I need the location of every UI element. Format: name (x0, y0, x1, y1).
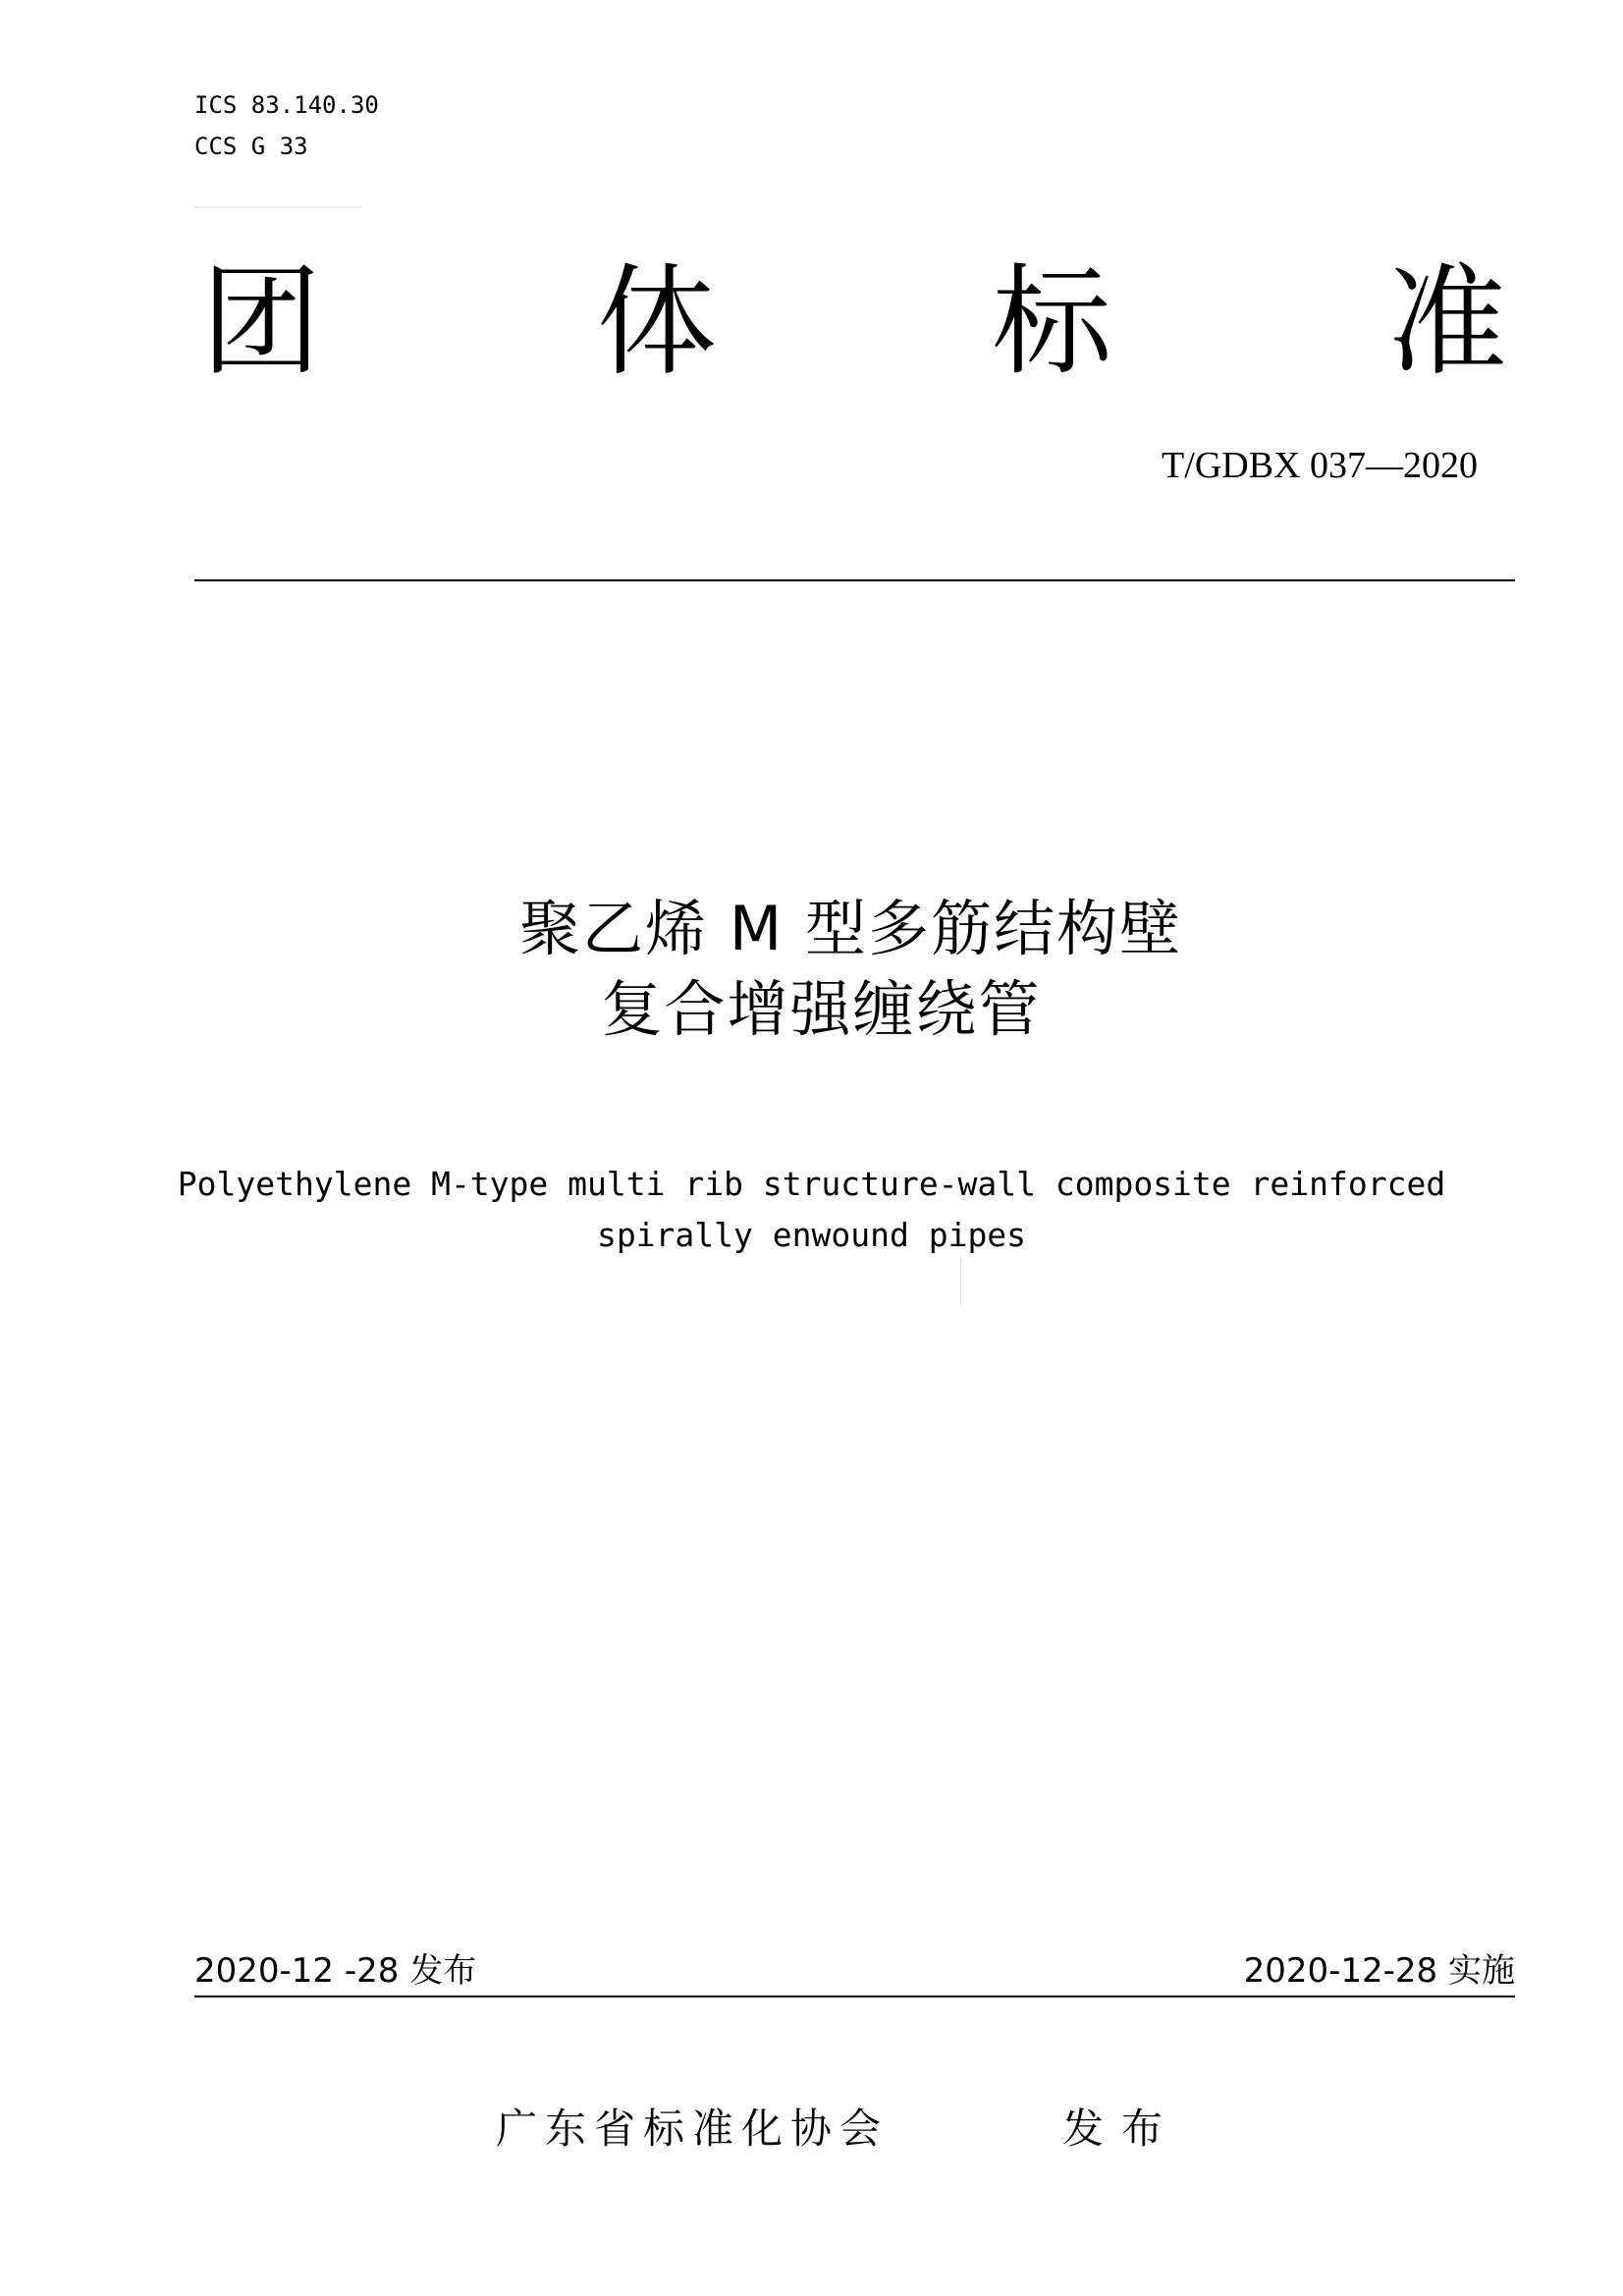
implementation-date: 2020-12-28 实施 (1243, 1951, 1515, 1991)
footer-divider (194, 1995, 1515, 1997)
standard-number: T/GDBX 037—2020 (1162, 445, 1478, 486)
english-title (0, 1159, 1623, 1261)
publisher-name: 广东省标准化协会 (496, 2105, 890, 2153)
chinese-title-line-1: 聚乙烯 M 型多筋结构壁 (519, 893, 1182, 964)
standard-type-char: 准 (1386, 252, 1507, 392)
scan-artifact-mark (960, 1257, 961, 1306)
dates-row (194, 1949, 1515, 1993)
chinese-title-line-2: 复合增强缠绕管 (601, 973, 1042, 1045)
publish-label: 发布 (1062, 2105, 1181, 2153)
english-title-line-2: spirally enwound pipes (596, 1216, 1027, 1254)
header-divider (194, 579, 1515, 581)
ics-code: ICS 83.140.30 (194, 91, 379, 119)
classification-codes (194, 84, 379, 167)
standard-type-char: 团 (201, 252, 321, 392)
standard-type-heading (201, 253, 1507, 391)
publisher-row (0, 2100, 1623, 2159)
issue-date: 2020-12 -28 发布 (194, 1951, 477, 1991)
english-title-line-1: Polyethylene M-type multi rib structure-wall composite reinforced (177, 1165, 1446, 1203)
ccs-code: CCS G 33 (194, 133, 308, 160)
standard-type-char: 标 (992, 252, 1112, 392)
classification-divider (194, 206, 361, 208)
chinese-title (0, 889, 1623, 1050)
standard-type-char: 体 (596, 252, 717, 392)
